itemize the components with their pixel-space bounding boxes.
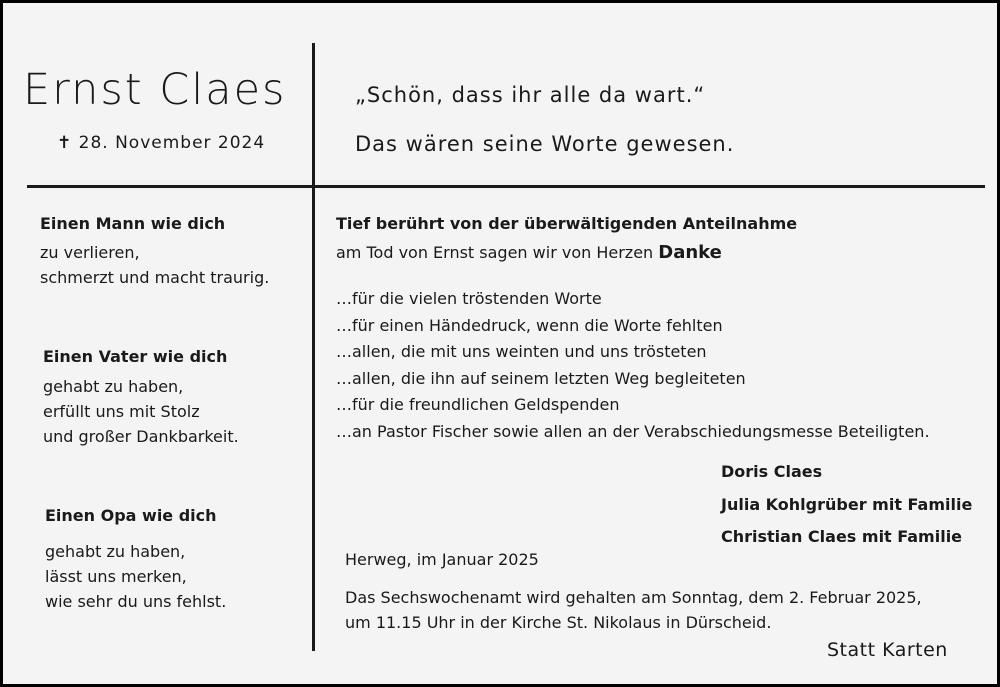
mass-line-1: Das Sechswochenamt wird gehalten am Sonntag, dem 2. Februar 2025, — [345, 588, 922, 607]
block1-line-1: zu verlieren, — [40, 243, 140, 262]
block3-title: Einen Opa wie dich — [45, 506, 217, 525]
deceased-name: Ernst Claes — [23, 65, 287, 115]
statt-karten: Statt Karten — [827, 639, 948, 661]
thanks-line-6: …an Pastor Fischer sowie allen an der Verabschiedungsmesse Beteiligten. — [336, 422, 930, 441]
horizontal-cross-line — [27, 185, 985, 188]
block2-line-3: und großer Dankbarkeit. — [43, 427, 239, 446]
thanks-line-5: …für die freundlichen Geldspenden — [336, 395, 620, 414]
block2-title: Einen Vater wie dich — [43, 347, 228, 366]
intro-text: am Tod von Ernst sagen wir von Herzen — [336, 243, 654, 262]
block3-line-3: wie sehr du uns fehlst. — [45, 592, 227, 611]
thanks-line-1: …für die vielen tröstenden Worte — [336, 289, 602, 308]
quote-line-1: „Schön, dass ihr alle da wart.“ — [355, 83, 706, 107]
thanks-line-3: …allen, die mit uns weinten und uns trösteten — [336, 342, 707, 361]
signature-3: Christian Claes mit Familie — [721, 527, 963, 546]
vertical-cross-line — [312, 43, 315, 651]
danke-word: Danke — [658, 242, 722, 263]
quote-line-2: Das wären seine Worte gewesen. — [355, 132, 735, 156]
thanks-line-4: …allen, die ihn auf seinem letzten Weg begleiteten — [336, 369, 746, 388]
block2-line-1: gehabt zu haben, — [43, 377, 184, 396]
signature-1: Doris Claes — [721, 462, 823, 481]
intro-line — [336, 242, 722, 263]
death-date: ✝ 28. November 2024 — [57, 133, 266, 153]
block1-line-2: schmerzt und macht traurig. — [40, 268, 270, 287]
block1-title: Einen Mann wie dich — [40, 214, 226, 233]
intro-bold: Tief berührt von der überwältigenden Anteilnahme — [336, 214, 798, 233]
mass-line-2: um 11.15 Uhr in der Kirche St. Nikolaus in Dürscheid. — [345, 613, 772, 632]
thanks-line-2: …für einen Händedruck, wenn die Worte fehlten — [336, 316, 723, 335]
signature-2: Julia Kohlgrüber mit Familie — [721, 495, 973, 514]
block3-line-2: lässt uns merken, — [45, 567, 187, 586]
place-date: Herweg, im Januar 2025 — [345, 550, 539, 569]
block3-line-1: gehabt zu haben, — [45, 542, 186, 561]
block2-line-2: erfüllt uns mit Stolz — [43, 402, 200, 421]
